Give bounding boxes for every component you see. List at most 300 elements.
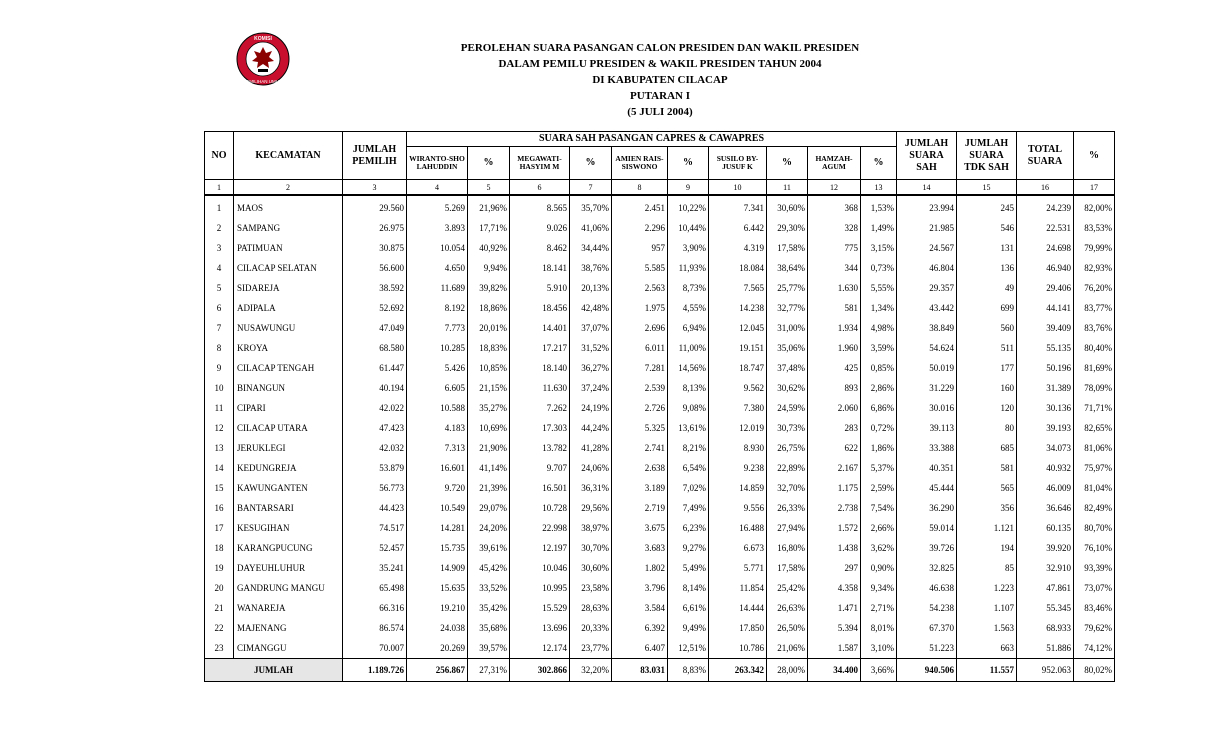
header-candidate-wiranto: WIRANTO-SHOLAHUDDIN (407, 147, 468, 180)
kecamatan-name: MAOS (234, 195, 343, 218)
total-cell: 28,00% (767, 659, 808, 682)
table-cell: 5.910 (510, 278, 570, 298)
table-cell: 3.796 (612, 578, 668, 598)
table-cell: 0,73% (861, 258, 897, 278)
table-cell: 3,90% (668, 238, 709, 258)
table-cell: 2.060 (808, 398, 861, 418)
table-cell: 42.022 (343, 398, 407, 418)
row-number: 12 (205, 418, 234, 438)
table-cell: 86.574 (343, 618, 407, 638)
table-cell: 35,42% (468, 598, 510, 618)
row-number: 3 (205, 238, 234, 258)
table-cell: 40,92% (468, 238, 510, 258)
table-cell: 26,33% (767, 498, 808, 518)
table-cell: 9.026 (510, 218, 570, 238)
table-cell: 8.930 (709, 438, 767, 458)
table-cell: 7,54% (861, 498, 897, 518)
table-cell: 83,76% (1074, 318, 1115, 338)
table-cell: 41,14% (468, 458, 510, 478)
table-cell: 10.549 (407, 498, 468, 518)
table-cell: 5,37% (861, 458, 897, 478)
table-cell: 44.423 (343, 498, 407, 518)
table-row (205, 278, 1115, 298)
table-cell: 6.407 (612, 638, 668, 659)
table-cell: 30,60% (570, 558, 612, 578)
table-cell: 25,77% (767, 278, 808, 298)
table-cell: 6.605 (407, 378, 468, 398)
row-number: 15 (205, 478, 234, 498)
table-row (205, 195, 1115, 218)
table-row (205, 418, 1115, 438)
kecamatan-name: BANTARSARI (234, 498, 343, 518)
table-cell: 6.442 (709, 218, 767, 238)
table-cell: 67.370 (897, 618, 957, 638)
table-row (205, 518, 1115, 538)
kecamatan-name: WANAREJA (234, 598, 343, 618)
table-cell: 14.444 (709, 598, 767, 618)
table-cell: 6,23% (668, 518, 709, 538)
table-cell: 18.084 (709, 258, 767, 278)
table-cell: 46.638 (897, 578, 957, 598)
row-number: 13 (205, 438, 234, 458)
table-cell: 17.850 (709, 618, 767, 638)
table-cell: 39.113 (897, 418, 957, 438)
table-cell: 35,68% (468, 618, 510, 638)
table-cell: 30.016 (897, 398, 957, 418)
row-number: 21 (205, 598, 234, 618)
table-cell: 29,56% (570, 498, 612, 518)
table-cell: 2,59% (861, 478, 897, 498)
table-cell: 9.720 (407, 478, 468, 498)
table-cell: 9,27% (668, 538, 709, 558)
table-cell: 511 (957, 338, 1017, 358)
table-cell: 24,20% (468, 518, 510, 538)
header-candidate-megawati: MEGAWATI-HASYIM M (510, 147, 570, 180)
table-cell: 9,94% (468, 258, 510, 278)
table-cell: 7,02% (668, 478, 709, 498)
column-number: 2 (234, 180, 343, 196)
table-cell: 2,71% (861, 598, 897, 618)
row-number: 22 (205, 618, 234, 638)
column-number: 8 (612, 180, 668, 196)
header-candidate-susilo: SUSILO BY-JUSUF K (709, 147, 767, 180)
table-cell: 18.747 (709, 358, 767, 378)
table-cell: 34.073 (1017, 438, 1074, 458)
table-cell: 560 (957, 318, 1017, 338)
svg-text:PEMILIHAN UMUM: PEMILIHAN UMUM (243, 79, 283, 84)
table-cell: 9.562 (709, 378, 767, 398)
table-cell: 12.197 (510, 538, 570, 558)
table-cell: 14,56% (668, 358, 709, 378)
table-cell: 42.032 (343, 438, 407, 458)
table-cell: 7.773 (407, 318, 468, 338)
table-cell: 37,07% (570, 318, 612, 338)
table-cell: 4.319 (709, 238, 767, 258)
column-number: 3 (343, 180, 407, 196)
table-cell: 699 (957, 298, 1017, 318)
table-cell: 79,62% (1074, 618, 1115, 638)
table-cell: 29.560 (343, 195, 407, 218)
row-number: 2 (205, 218, 234, 238)
table-cell: 120 (957, 398, 1017, 418)
table-cell: 16.601 (407, 458, 468, 478)
table-cell: 2,86% (861, 378, 897, 398)
table-cell: 24.698 (1017, 238, 1074, 258)
table-cell: 22.531 (1017, 218, 1074, 238)
header-total-suara: TOTAL SUARA (1017, 132, 1074, 180)
column-number: 13 (861, 180, 897, 196)
header-suara-sah-group: SUARA SAH PASANGAN CAPRES & CAWAPRES (407, 132, 897, 147)
table-cell: 41,28% (570, 438, 612, 458)
table-cell: 177 (957, 358, 1017, 378)
title-line-5: (5 JULI 2004) (627, 106, 693, 118)
table-cell: 13,61% (668, 418, 709, 438)
row-number: 23 (205, 638, 234, 659)
column-number: 15 (957, 180, 1017, 196)
table-cell: 56.600 (343, 258, 407, 278)
table-cell: 1.802 (612, 558, 668, 578)
table-cell: 21,15% (468, 378, 510, 398)
table-cell: 24.038 (407, 618, 468, 638)
table-cell: 55.135 (1017, 338, 1074, 358)
header-pct-2: % (570, 147, 612, 180)
kecamatan-name: CILACAP TENGAH (234, 358, 343, 378)
table-cell: 54.624 (897, 338, 957, 358)
table-cell: 5.269 (407, 195, 468, 218)
row-number: 19 (205, 558, 234, 578)
table-cell: 14.909 (407, 558, 468, 578)
header-candidate-amien: AMIEN RAIS-SISWONO (612, 147, 668, 180)
table-cell: 8,14% (668, 578, 709, 598)
table-cell: 1.438 (808, 538, 861, 558)
table-cell: 22.998 (510, 518, 570, 538)
table-cell: 15.735 (407, 538, 468, 558)
table-cell: 35,27% (468, 398, 510, 418)
column-number: 10 (709, 180, 767, 196)
table-cell: 6.011 (612, 338, 668, 358)
table-cell: 65.498 (343, 578, 407, 598)
table-cell: 15.635 (407, 578, 468, 598)
table-cell: 565 (957, 478, 1017, 498)
table-cell: 8,21% (668, 438, 709, 458)
table-cell: 32,70% (767, 478, 808, 498)
table-cell: 7.313 (407, 438, 468, 458)
table-cell: 14.401 (510, 318, 570, 338)
table-cell: 10.728 (510, 498, 570, 518)
title-line-2: DALAM PEMILU PRESIDEN & WAKIL PRESIDEN TAHUN 2004 (498, 58, 822, 70)
table-cell: 6,61% (668, 598, 709, 618)
table-cell: 16,80% (767, 538, 808, 558)
table-cell: 1,53% (861, 195, 897, 218)
table-cell: 4.183 (407, 418, 468, 438)
table-cell: 2.296 (612, 218, 668, 238)
table-cell: 546 (957, 218, 1017, 238)
kecamatan-name: DAYEUHLUHUR (234, 558, 343, 578)
column-number: 1 (205, 180, 234, 196)
table-cell: 30.136 (1017, 398, 1074, 418)
table-cell: 3,15% (861, 238, 897, 258)
table-cell: 131 (957, 238, 1017, 258)
total-cell: 263.342 (709, 659, 767, 682)
table-cell: 21,90% (468, 438, 510, 458)
table-cell: 893 (808, 378, 861, 398)
table-cell: 10.995 (510, 578, 570, 598)
header-jumlah-suara-sah: JUMLAH SUARA SAH (897, 132, 957, 180)
table-cell: 68.580 (343, 338, 407, 358)
table-cell: 8,01% (861, 618, 897, 638)
table-cell: 1.107 (957, 598, 1017, 618)
table-cell: 24.239 (1017, 195, 1074, 218)
table-cell: 9.707 (510, 458, 570, 478)
kecamatan-name: ADIPALA (234, 298, 343, 318)
table-cell: 80,40% (1074, 338, 1115, 358)
table-cell: 17,58% (767, 238, 808, 258)
table-row (205, 258, 1115, 278)
header-pct-total: % (1074, 132, 1115, 180)
table-cell: 4.358 (808, 578, 861, 598)
table-cell: 2.738 (808, 498, 861, 518)
total-cell: 952.063 (1017, 659, 1074, 682)
header-pct-5: % (861, 147, 897, 180)
table-cell: 55.345 (1017, 598, 1074, 618)
row-number: 8 (205, 338, 234, 358)
table-row (205, 438, 1115, 458)
table-cell: 39.920 (1017, 538, 1074, 558)
table-cell: 35,70% (570, 195, 612, 218)
table-cell: 73,07% (1074, 578, 1115, 598)
table-cell: 81,69% (1074, 358, 1115, 378)
table-cell: 356 (957, 498, 1017, 518)
table-cell: 3.189 (612, 478, 668, 498)
table-cell: 22,89% (767, 458, 808, 478)
table-cell: 30,62% (767, 378, 808, 398)
table-cell: 0,72% (861, 418, 897, 438)
table-cell: 16.488 (709, 518, 767, 538)
table-cell: 3,62% (861, 538, 897, 558)
total-cell: 1.189.726 (343, 659, 407, 682)
table-cell: 32.910 (1017, 558, 1074, 578)
table-row (205, 578, 1115, 598)
table-cell: 1,34% (861, 298, 897, 318)
table-cell: 30,60% (767, 195, 808, 218)
table-cell: 1.563 (957, 618, 1017, 638)
table-cell: 9,49% (668, 618, 709, 638)
table-cell: 19.210 (407, 598, 468, 618)
table-cell: 9.238 (709, 458, 767, 478)
table-cell: 2.539 (612, 378, 668, 398)
table-cell: 9,08% (668, 398, 709, 418)
table-cell: 12.174 (510, 638, 570, 659)
kecamatan-name: BINANGUN (234, 378, 343, 398)
total-row (205, 659, 1115, 682)
table-cell: 45.444 (897, 478, 957, 498)
table-cell: 6.392 (612, 618, 668, 638)
header-candidate-hamzah: HAMZAH-AGUM (808, 147, 861, 180)
table-cell: 29.357 (897, 278, 957, 298)
table-cell: 74,12% (1074, 638, 1115, 659)
table-cell: 5.426 (407, 358, 468, 378)
table-cell: 39.409 (1017, 318, 1074, 338)
table-cell: 2.451 (612, 195, 668, 218)
table-cell: 0,85% (861, 358, 897, 378)
table-cell: 9,34% (861, 578, 897, 598)
table-cell: 10.046 (510, 558, 570, 578)
table-cell: 47.861 (1017, 578, 1074, 598)
table-cell: 23,77% (570, 638, 612, 659)
table-cell: 11,00% (668, 338, 709, 358)
table-cell: 8.462 (510, 238, 570, 258)
table-cell: 41,06% (570, 218, 612, 238)
row-number: 9 (205, 358, 234, 378)
row-number: 16 (205, 498, 234, 518)
table-cell: 78,09% (1074, 378, 1115, 398)
kecamatan-name: CILACAP UTARA (234, 418, 343, 438)
table-cell: 10,44% (668, 218, 709, 238)
table-cell: 46.940 (1017, 258, 1074, 278)
total-cell: 11.557 (957, 659, 1017, 682)
table-cell: 775 (808, 238, 861, 258)
table-cell: 36,31% (570, 478, 612, 498)
table-cell: 1,49% (861, 218, 897, 238)
kecamatan-name: PATIMUAN (234, 238, 343, 258)
column-number: 17 (1074, 180, 1115, 196)
title-line-4: PUTARAN I (630, 90, 690, 102)
header-pct-4: % (767, 147, 808, 180)
table-cell: 9.556 (709, 498, 767, 518)
column-number: 7 (570, 180, 612, 196)
table-cell: 3.893 (407, 218, 468, 238)
table-cell: 39.726 (897, 538, 957, 558)
table-cell: 10,85% (468, 358, 510, 378)
table-cell: 18.140 (510, 358, 570, 378)
table-cell: 21,96% (468, 195, 510, 218)
kecamatan-name: MAJENANG (234, 618, 343, 638)
table-row (205, 478, 1115, 498)
table-cell: 12.019 (709, 418, 767, 438)
row-number: 7 (205, 318, 234, 338)
table-cell: 36,27% (570, 358, 612, 378)
table-cell: 30.875 (343, 238, 407, 258)
column-number: 12 (808, 180, 861, 196)
table-cell: 1.630 (808, 278, 861, 298)
table-cell: 60.135 (1017, 518, 1074, 538)
table-row (205, 398, 1115, 418)
table-row (205, 498, 1115, 518)
table-cell: 10,69% (468, 418, 510, 438)
table-cell: 76,20% (1074, 278, 1115, 298)
table-row (205, 358, 1115, 378)
kecamatan-name: KROYA (234, 338, 343, 358)
table-cell: 2,66% (861, 518, 897, 538)
kecamatan-name: KESUGIHAN (234, 518, 343, 538)
table-cell: 44.141 (1017, 298, 1074, 318)
table-cell: 40.932 (1017, 458, 1074, 478)
table-cell: 5.394 (808, 618, 861, 638)
table-cell: 2.719 (612, 498, 668, 518)
table-cell: 25,42% (767, 578, 808, 598)
table-cell: 328 (808, 218, 861, 238)
table-cell: 622 (808, 438, 861, 458)
table-cell: 297 (808, 558, 861, 578)
table-cell: 6,86% (861, 398, 897, 418)
table-cell: 11.854 (709, 578, 767, 598)
table-cell: 37,24% (570, 378, 612, 398)
table-cell: 6.673 (709, 538, 767, 558)
table-cell: 10.786 (709, 638, 767, 659)
table-cell: 35,06% (767, 338, 808, 358)
row-number: 18 (205, 538, 234, 558)
table-cell: 74.517 (343, 518, 407, 538)
column-number: 11 (767, 180, 808, 196)
table-cell: 61.447 (343, 358, 407, 378)
table-cell: 34,44% (570, 238, 612, 258)
table-row (205, 238, 1115, 258)
table-cell: 344 (808, 258, 861, 278)
row-number: 20 (205, 578, 234, 598)
table-cell: 368 (808, 195, 861, 218)
kecamatan-name: JERUKLEGI (234, 438, 343, 458)
table-cell: 39.193 (1017, 418, 1074, 438)
kecamatan-name: GANDRUNG MANGU (234, 578, 343, 598)
table-cell: 26,63% (767, 598, 808, 618)
table-row (205, 618, 1115, 638)
table-cell: 7,49% (668, 498, 709, 518)
table-cell: 75,97% (1074, 458, 1115, 478)
header-pct-3: % (668, 147, 709, 180)
kecamatan-name: NUSAWUNGU (234, 318, 343, 338)
table-cell: 27,94% (767, 518, 808, 538)
table-cell: 17,71% (468, 218, 510, 238)
column-number: 9 (668, 180, 709, 196)
table-cell: 59.014 (897, 518, 957, 538)
total-cell: 34.400 (808, 659, 861, 682)
total-cell: 27,31% (468, 659, 510, 682)
table-cell: 46.009 (1017, 478, 1074, 498)
table-cell: 2.696 (612, 318, 668, 338)
table-cell: 24.567 (897, 238, 957, 258)
table-cell: 2.167 (808, 458, 861, 478)
table-cell: 39,82% (468, 278, 510, 298)
table-cell: 14.238 (709, 298, 767, 318)
table-cell: 7.380 (709, 398, 767, 418)
table-cell: 82,00% (1074, 195, 1115, 218)
table-cell: 51.223 (897, 638, 957, 659)
table-cell: 245 (957, 195, 1017, 218)
table-cell: 83,77% (1074, 298, 1115, 318)
table-cell: 53.879 (343, 458, 407, 478)
kecamatan-name: CIMANGGU (234, 638, 343, 659)
table-cell: 82,65% (1074, 418, 1115, 438)
table-cell: 10.588 (407, 398, 468, 418)
table-cell: 10.285 (407, 338, 468, 358)
table-cell: 3.584 (612, 598, 668, 618)
table-cell: 68.933 (1017, 618, 1074, 638)
table-cell: 1.223 (957, 578, 1017, 598)
table-cell: 45,42% (468, 558, 510, 578)
row-number: 17 (205, 518, 234, 538)
row-number: 6 (205, 298, 234, 318)
table-cell: 17,58% (767, 558, 808, 578)
table-cell: 44,24% (570, 418, 612, 438)
table-cell: 6,94% (668, 318, 709, 338)
row-number: 1 (205, 195, 234, 218)
row-number: 11 (205, 398, 234, 418)
table-cell: 20,33% (570, 618, 612, 638)
table-cell: 4,55% (668, 298, 709, 318)
table-cell: 7.281 (612, 358, 668, 378)
table-cell: 47.423 (343, 418, 407, 438)
table-cell: 31.229 (897, 378, 957, 398)
